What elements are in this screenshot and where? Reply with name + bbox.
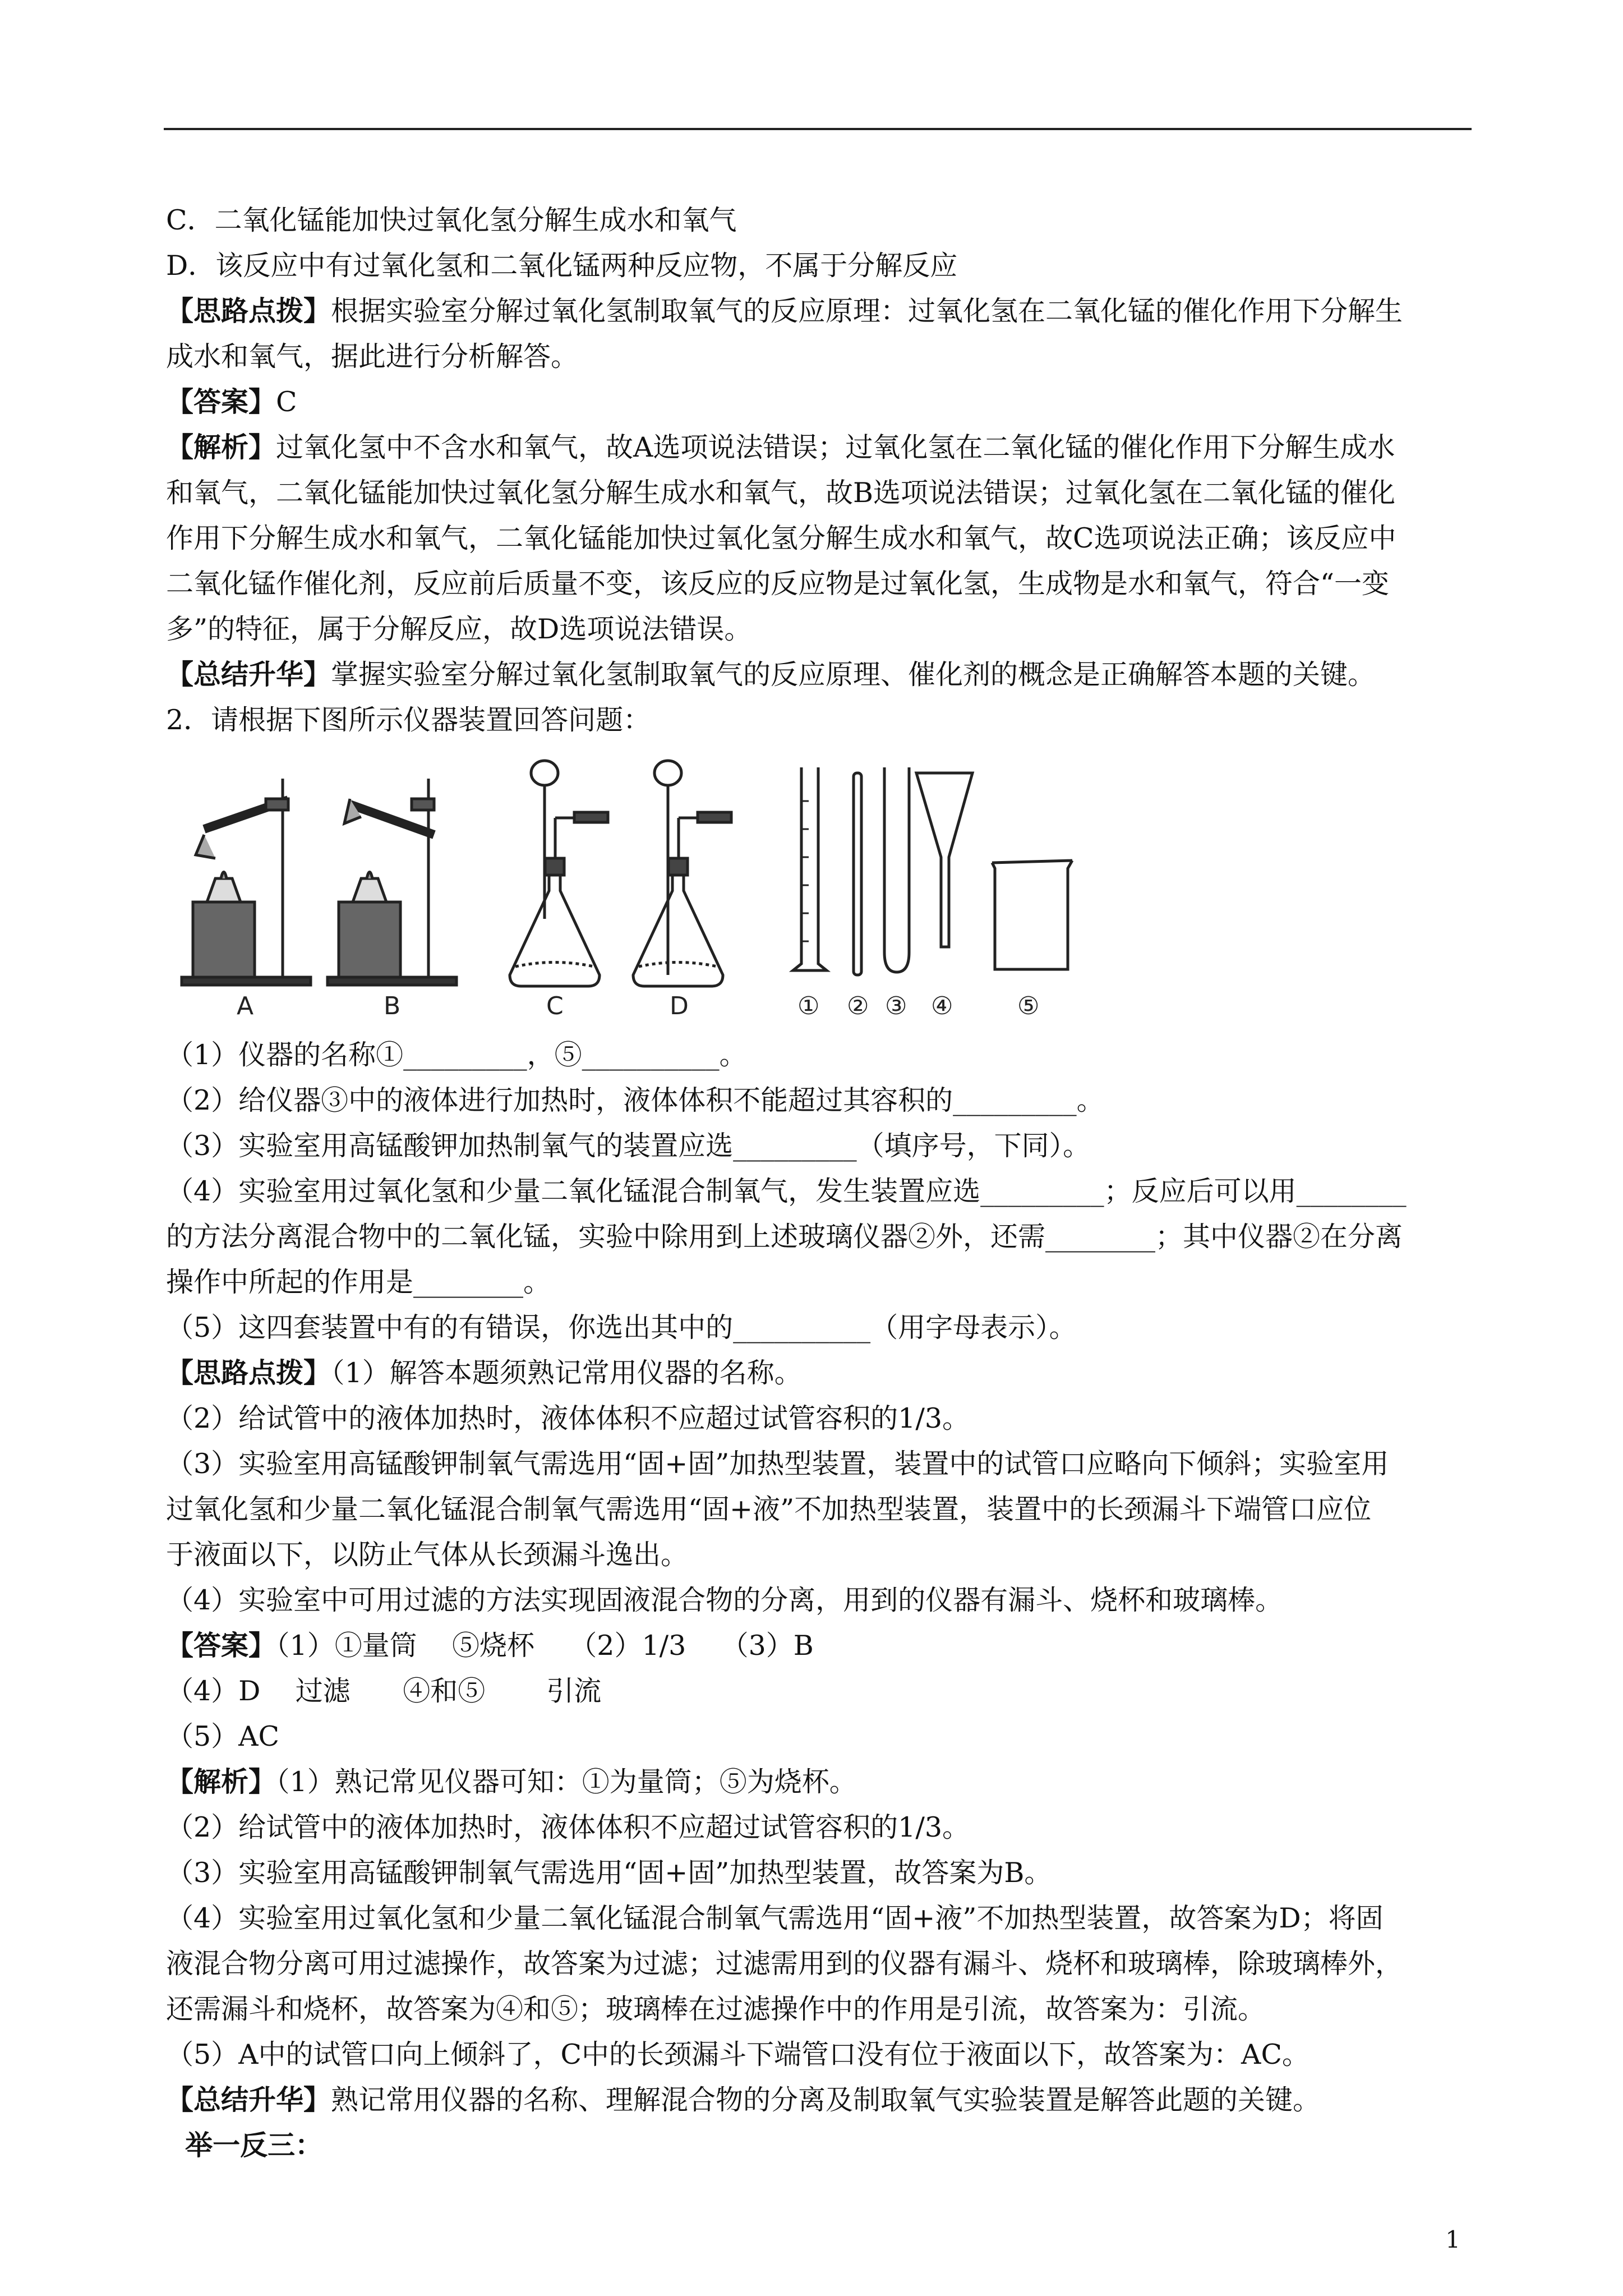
page-number: 1: [1445, 2226, 1460, 2253]
figure-label-5: ⑤: [1017, 992, 1040, 1020]
line-text: （4）D 过滤 ④和⑤ 引流: [166, 1675, 602, 1707]
line-text: 过氧化氢和少量二氧化锰混合制氧气需选用“固+液”不加热型装置，装置中的长颈漏斗下端管口应位: [166, 1493, 1372, 1525]
apparatus-drawing: [176, 751, 1107, 1020]
line-text: D．该反应中有过氧化氢和二氧化锰两种反应物，不属于分解反应: [166, 250, 958, 282]
text-line: [166, 1305, 1473, 1350]
text-line: [166, 1487, 1473, 1532]
line-text: 过氧化氢中不含水和氧气，故A选项说法错误；过氧化氢在二氧化锰的催化作用下分解生成水: [276, 431, 1395, 463]
line-text: （3）实验室用高锰酸钾制氧气需选用“固+固”加热型装置，故答案为B。: [166, 1857, 1052, 1889]
test-tube-drawing: [884, 767, 909, 972]
section-heading: 【总结升华】: [166, 658, 331, 691]
funnel-drawing: [916, 773, 972, 947]
text-line: [166, 1668, 1473, 1714]
line-text: 熟记常用仪器的名称、理解混合物的分离及制取氧气实验装置是解答此题的关键。: [331, 2084, 1321, 2116]
figure-label-d: D: [670, 992, 689, 1020]
line-text: 还需漏斗和烧杯，故答案为④和⑤；玻璃棒在过滤操作中的作用是引流，故答案为：引流。: [166, 1993, 1266, 2025]
apparatus-c-drawing: [510, 761, 608, 986]
graduated-cylinder-drawing: [793, 767, 827, 970]
text-line: [166, 2032, 1473, 2077]
section-heading: 举一反三：: [166, 2129, 323, 2161]
line-text: 的方法分离混合物中的二氧化锰，实验中除用到上述玻璃仪器②外，还需________；其中仪器②在分离: [166, 1221, 1403, 1253]
text-line: [166, 1123, 1473, 1168]
text-line: [166, 425, 1473, 470]
apparatus-b-drawing: [328, 779, 457, 985]
line-text: （5）A中的试管口向上倾斜了，C中的长颈漏斗下端管口没有位于液面以下，故答案为：AC。: [166, 2039, 1310, 2070]
text-line: [166, 652, 1473, 697]
text-line: [166, 516, 1473, 561]
line-text: （1）熟记常见仪器可知：①为量筒；⑤为烧杯。: [276, 1766, 857, 1798]
line-text: （1）仪器的名称①_________，⑤__________。: [166, 1039, 747, 1071]
line-text: （3）实验室用高锰酸钾制氧气需选用“固+固”加热型装置，装置中的试管口应略向下倾斜；实验室用: [166, 1448, 1389, 1480]
glass-rod-drawing: [854, 773, 861, 975]
text-line: [166, 1532, 1473, 1577]
line-text: （5）AC: [166, 1720, 280, 1752]
line-text: 操作中所起的作用是________。: [166, 1266, 551, 1298]
line-text: 2．请根据下图所示仪器装置回答问题：: [166, 704, 651, 736]
text-line: [166, 1805, 1473, 1850]
text-line: [166, 1168, 1473, 1214]
text-line: [166, 1396, 1473, 1441]
section-heading: 【思路点拨】: [166, 1356, 331, 1389]
figure-label-a: A: [237, 992, 254, 1020]
line-text: （3）实验室用高锰酸钾加热制氧气的装置应选_________（填序号，下同）。: [166, 1130, 1091, 1162]
text-line: [166, 1441, 1473, 1487]
apparatus-d-drawing: [633, 761, 731, 986]
section-heading: 【解析】: [166, 1765, 276, 1798]
figure-label-4: ④: [931, 992, 953, 1020]
section-heading: 【解析】: [166, 431, 276, 463]
line-text: 成水和氧气，据此进行分析解答。: [166, 341, 579, 372]
text-line: [166, 561, 1473, 606]
apparatus-a-drawing: [182, 779, 311, 985]
text-line: [166, 1623, 1473, 1668]
section-heading: 【答案】: [166, 385, 276, 418]
header-rule: [164, 128, 1472, 130]
line-text: 根据实验室分解过氧化氢制取氧气的反应原理：过氧化氢在二氧化锰的催化作用下分解生: [331, 295, 1403, 327]
text-block-before-figure: [166, 197, 1473, 743]
text-line: [166, 1714, 1473, 1759]
line-text: （1）解答本题须熟记常用仪器的名称。: [331, 1357, 802, 1389]
line-text: （2）给试管中的液体加热时，液体体积不应超过试管容积的1/3。: [166, 1811, 970, 1843]
text-line: [166, 334, 1473, 379]
section-heading: 【答案】: [166, 1629, 276, 1662]
text-line: [166, 1577, 1473, 1623]
text-line: [166, 606, 1473, 652]
line-text: （1）①量筒 ⑤烧杯 （2）1/3 （3）B: [276, 1630, 814, 1662]
text-line: [166, 379, 1473, 425]
line-text: 二氧化锰作催化剂，反应前后质量不变，该反应的反应物是过氧化氢，生成物是水和氧气，符合“一变: [166, 568, 1390, 600]
text-line: [166, 1078, 1473, 1123]
text-line: [166, 1759, 1473, 1805]
line-text: （5）这四套装置中有的有错误，你选出其中的__________（用字母表示）。: [166, 1312, 1077, 1343]
text-line: [166, 2077, 1473, 2123]
figure-label-c: C: [546, 992, 564, 1020]
section-heading: 【思路点拨】: [166, 295, 331, 327]
line-text: 于液面以下，以防止气体从长颈漏斗逸出。: [166, 1539, 689, 1571]
figure-label-2: ②: [847, 992, 869, 1020]
line-text: C．二氧化锰能加快过氧化氢分解生成水和氧气: [166, 204, 737, 236]
line-text: （4）实验室用过氧化氢和少量二氧化锰混合制氧气需选用“固+液”不加热型装置，故答案为D；将固: [166, 1902, 1384, 1934]
text-line: [166, 697, 1473, 743]
text-line: [166, 197, 1473, 243]
line-text: 多”的特征，属于分解反应，故D选项说法错误。: [166, 613, 752, 645]
text-line: [166, 2123, 1473, 2168]
text-line: [166, 1850, 1473, 1895]
beaker-drawing: [992, 861, 1072, 969]
line-text: C: [276, 386, 297, 418]
figure-label-1: ①: [797, 992, 820, 1020]
text-line: [166, 1259, 1473, 1305]
text-line: [166, 1986, 1473, 2032]
line-text: （2）给试管中的液体加热时，液体体积不应超过试管容积的1/3。: [166, 1402, 970, 1434]
line-text: 掌握实验室分解过氧化氢制取氧气的反应原理、催化剂的概念是正确解答本题的关键。: [331, 659, 1376, 691]
line-text: （4）实验室中可用过滤的方法实现固液混合物的分离，用到的仪器有漏斗、烧杯和玻璃棒。: [166, 1584, 1283, 1616]
line-text: （4）实验室用过氧化氢和少量二氧化锰混合制氧气，发生装置应选_________；反应后可以用________: [166, 1175, 1407, 1207]
text-line: [166, 1032, 1473, 1078]
text-line: [166, 1214, 1473, 1259]
text-line: [166, 1895, 1473, 1941]
line-text: 作用下分解生成水和氧气，二氧化锰能加快过氧化氢分解生成水和氧气，故C选项说法正确；该反应中: [166, 522, 1396, 554]
line-text: 和氧气，二氧化锰能加快过氧化氢分解生成水和氧气，故B选项说法错误；过氧化氢在二氧化锰的催化: [166, 477, 1396, 509]
section-heading: 【总结升华】: [166, 2083, 331, 2116]
line-text: 液混合物分离可用过滤操作，故答案为过滤；过滤需用到的仪器有漏斗、烧杯和玻璃棒，除玻璃棒外，: [166, 1948, 1403, 1980]
line-text: （2）给仪器③中的液体进行加热时，液体体积不能超过其容积的_________。: [166, 1084, 1104, 1116]
text-line: [166, 288, 1473, 334]
text-block-after-figure: [166, 1032, 1473, 2168]
text-line: [166, 1350, 1473, 1396]
text-line: [166, 243, 1473, 288]
document-body: [166, 197, 1473, 2168]
apparatus-figure: [176, 751, 1107, 1020]
figure-label-b: B: [384, 992, 401, 1020]
text-line: [166, 1941, 1473, 1986]
text-line: [166, 470, 1473, 516]
figure-label-3: ③: [885, 992, 907, 1020]
